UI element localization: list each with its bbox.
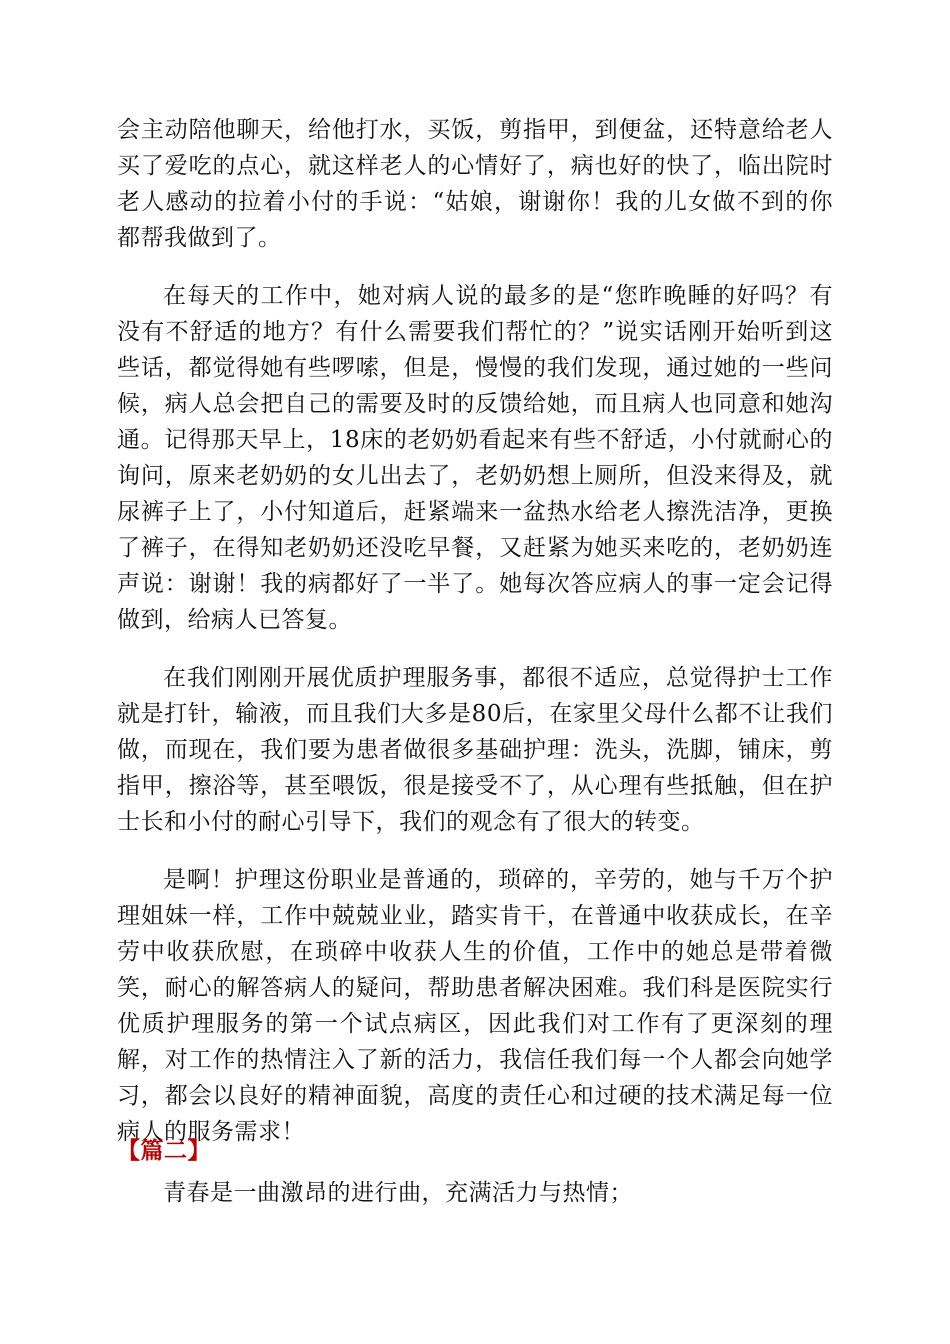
section-first-line: 青春是一曲激昂的进行曲，充满活力与热情； [163,1180,633,1206]
paragraph-nursing-profession: 是啊！护理这份职业是普通的，琐碎的，辛劳的，她与千万个护理姐妹一样，工作中兢兢业业，踏实肯干，在普通中收获成长，在辛劳中收获欣慰，在琐碎中收获人生的价值，工作中的她总是带着微笑，耐心的解答病人的疑问，帮助患者解决困难。我们科是医院实行优质护理服务的第一个试点病区，因此我们对工作有了更深刻的理解，对工作的热情注入了新的活力，我信任我们每一个人都会向她学习，都会以良好的精神面貌，高度的责任心和过硬的技术满足每一位病人的服务需求！ [117,867,833,1145]
paragraph-quality-nursing: 在我们刚刚开展优质护理服务事，都很不适应，总觉得护士工作就是打针，输液，而且我们大多是80后，在家里父母什么都不让我们做，而现在，我们要为患者做很多基础护理：洗头，洗脚，铺床，剪指甲，擦浴等，甚至喂饭，很是接受不了，从心理有些抵触，但在护士长和小付的耐心引导下，我们的观念有了很大的转变。 [117,665,833,835]
paragraph-daily-care: 在每天的工作中，她对病人说的最多的是“您昨晚睡的好吗？有没有不舒适的地方？有什么需要我们帮忙的？”说实话刚开始听到这些话，都觉得她有些啰嗦，但是，慢慢的我们发现，通过她的一些问候，病人总会把自己的需要及时的反馈给她，而且病人也同意和她沟通。记得那天早上，18床的老奶奶看起来有些不舒适，小付就耐心的询问，原来老奶奶的女儿出去了，老奶奶想上厕所，但没来得及，就尿裤子上了，小付知道后，赶紧端来一盆热水给老人擦洗洁净，更换了裤子，在得知老奶奶还没吃早餐，又赶紧为她买来吃的，老奶奶连声说：谢谢！我的病都好了一半了。她每次答应病人的事一定会记得做到，给病人已答复。 [117,283,833,633]
document-body [117,112,833,1172]
paragraph-continued: 会主动陪他聊天，给他打水，买饭，剪指甲，到便盆，还特意给老人买了爱吃的点心，就这样老人的心情好了，病也好的快了，临出院时老人感动的拉着小付的手说：“姑娘，谢谢你！我的儿女做不到的你都帮我做到了。 [117,117,833,251]
section-title: 【篇二】 [117,1138,211,1164]
